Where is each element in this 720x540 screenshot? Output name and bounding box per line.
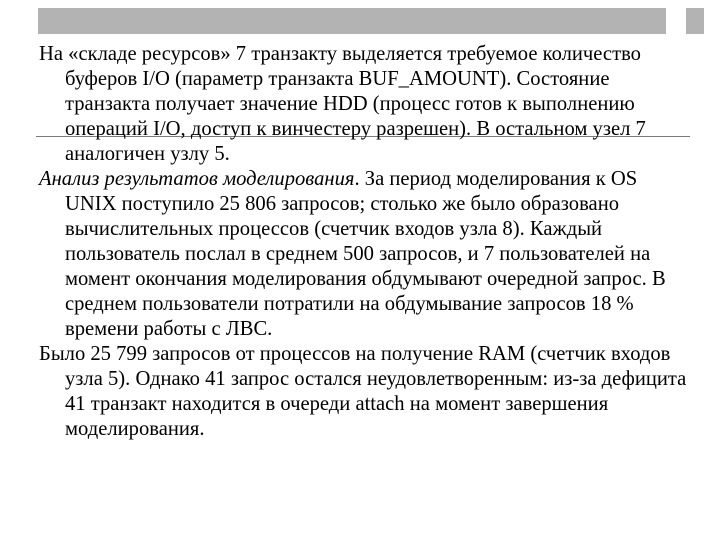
paragraph-lead: Анализ результатов моделирования — [39, 168, 355, 190]
slide-body-text — [39, 42, 689, 442]
paragraph-text: На «складе ресурсов» 7 транзакту выделяется требуемое количество буферов I/O (параметр транзакта BUF_AMOUNT). Состояние транзакта получает значение HDD (процесс готов к выполнению операций I/O, доступ к винчестеру разрешен). В остальном узел 7 аналогичен узлу 5. — [39, 43, 646, 165]
paragraph-simulation-analysis — [39, 167, 689, 342]
paragraph-text: . За период моделирования к OS UNIX поступило 25 806 запросов; столько же было образовано вычислительных процессов (счетчик входов узла 8). Каждый пользователь послал в среднем 500 запросов, и 7 пользователей на момент окончания моделирования обдумывают очередной запрос. В среднем пользователи потратили на обдумывание запросов 18 % времени работы с ЛВС. — [65, 168, 666, 340]
header-decoration-bar — [38, 8, 666, 34]
paragraph-text: Было 25 799 запросов от процессов на получение RAM (счетчик входов узла 5). Однако 41 запрос остался неудовлетворенным: из-за дефицита 41 транзакт находится в очереди attach на момент завершения моделирования. — [39, 343, 687, 440]
paragraph-storage-allocation — [39, 42, 689, 167]
header-decoration-square — [686, 8, 704, 34]
paragraph-ram-requests — [39, 342, 689, 442]
